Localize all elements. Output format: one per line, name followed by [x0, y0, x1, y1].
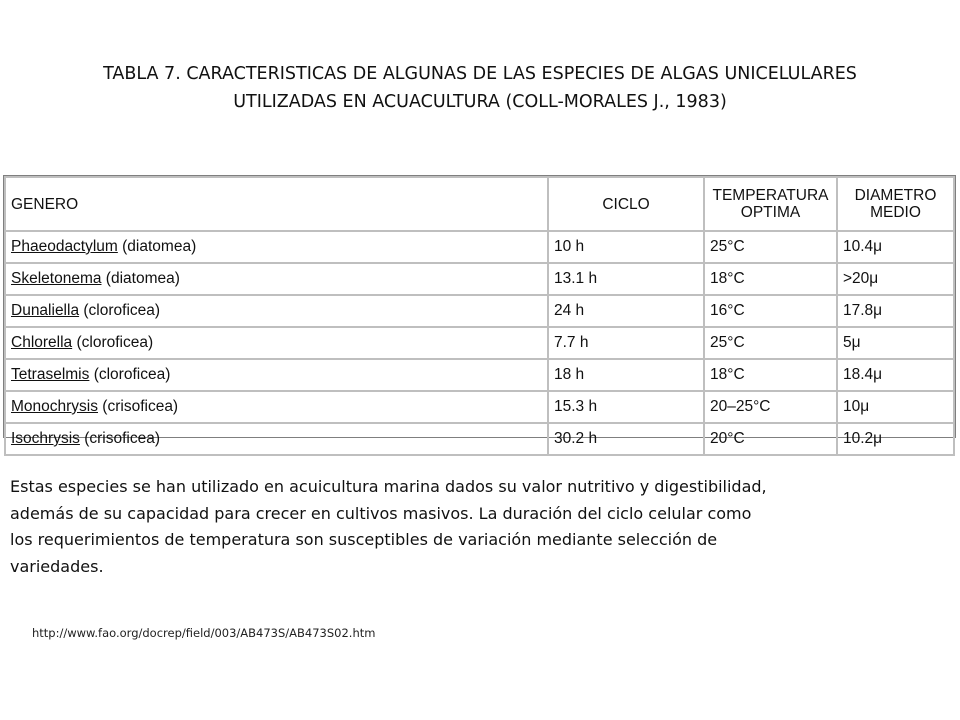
- cell-temperature: 18°C: [704, 359, 837, 391]
- header-cycle: CICLO: [548, 177, 704, 231]
- paragraph-line-2: además de su capacidad para crecer en cultivos masivos. La duración del ciclo celular como: [10, 503, 752, 523]
- genus-group: (crisoficea): [79, 430, 161, 447]
- header-diameter-line-2: MEDIO: [870, 204, 921, 221]
- source-url[interactable]: http://www.fao.org/docrep/field/003/AB473S/AB473S02.htm: [32, 626, 376, 640]
- paragraph-line-3: los requerimientos de temperatura son susceptibles de variación mediante selección de: [10, 530, 718, 549]
- paragraph-line-1: Estas especies se han utilizado en acuicultura marina dados su valor nutritivo y digestibilidad,: [10, 477, 767, 496]
- cell-diameter: >20μ: [837, 263, 954, 295]
- header-temperature-line-2: OPTIMA: [740, 204, 801, 221]
- header-diameter-line-1: DIAMETRO: [854, 187, 937, 204]
- cell-temperature: 20–25°C: [704, 391, 837, 423]
- cell-diameter: 17.8μ: [837, 295, 954, 327]
- table-row: [5, 231, 954, 263]
- cell-genus: [5, 263, 548, 295]
- genus-link[interactable]: Dunaliella: [11, 302, 80, 319]
- cell-genus: [5, 423, 548, 455]
- table-row: [5, 359, 954, 391]
- cell-cycle: 18 h: [548, 359, 704, 391]
- algae-table-container: [3, 175, 956, 447]
- cell-cycle: 24 h: [548, 295, 704, 327]
- genus-link[interactable]: Phaeodactylum: [11, 238, 118, 255]
- table-header-row: [5, 177, 954, 231]
- table-row: [5, 263, 954, 295]
- description-paragraph: [10, 474, 930, 580]
- genus-group: (cloroficea): [72, 334, 154, 351]
- cell-cycle: 7.7 h: [548, 327, 704, 359]
- cell-temperature: 25°C: [704, 327, 837, 359]
- cell-diameter: 10μ: [837, 391, 954, 423]
- cell-cycle: 30.2 h: [548, 423, 704, 455]
- header-temperature: [704, 177, 837, 231]
- header-diameter: [837, 177, 954, 231]
- cell-temperature: 25°C: [704, 231, 837, 263]
- cell-genus: [5, 295, 548, 327]
- table-row: [5, 295, 954, 327]
- title-line-2: UTILIZADAS EN ACUACULTURA (COLL-MORALES J., 1983): [233, 92, 727, 112]
- table-row: [5, 423, 954, 455]
- cell-genus: [5, 327, 548, 359]
- cell-diameter: 10.4μ: [837, 231, 954, 263]
- genus-group: (cloroficea): [89, 366, 171, 383]
- cell-diameter: 10.2μ: [837, 423, 954, 455]
- genus-group: (cloroficea): [79, 302, 161, 319]
- table-row: [5, 391, 954, 423]
- title-line-1: TABLA 7. CARACTERISTICAS DE ALGUNAS DE LAS ESPECIES DE ALGAS UNICELULARES: [103, 64, 857, 84]
- cell-cycle: 15.3 h: [548, 391, 704, 423]
- cell-diameter: 18.4μ: [837, 359, 954, 391]
- genus-link[interactable]: Tetraselmis: [11, 366, 90, 383]
- cell-temperature: 20°C: [704, 423, 837, 455]
- genus-link[interactable]: Chlorella: [11, 334, 73, 351]
- slide-title: [40, 60, 920, 116]
- cell-temperature: 18°C: [704, 263, 837, 295]
- cell-temperature: 16°C: [704, 295, 837, 327]
- cell-genus: [5, 231, 548, 263]
- genus-group: (crisoficea): [98, 398, 179, 415]
- genus-link[interactable]: Isochrysis: [11, 430, 80, 447]
- genus-group: (diatomea): [117, 238, 197, 255]
- header-temperature-line-1: TEMPERATURA: [712, 187, 829, 204]
- paragraph-line-4: variedades.: [10, 556, 104, 576]
- cell-genus: [5, 359, 548, 391]
- cell-diameter: 5μ: [837, 327, 954, 359]
- algae-characteristics-table: [4, 176, 955, 456]
- genus-link[interactable]: Monochrysis: [11, 398, 98, 415]
- table-row: [5, 327, 954, 359]
- genus-link[interactable]: Skeletonema: [11, 270, 102, 287]
- cell-cycle: 13.1 h: [548, 263, 704, 295]
- genus-group: (diatomea): [101, 270, 180, 287]
- header-genus: GENERO: [5, 177, 548, 231]
- cell-cycle: 10 h: [548, 231, 704, 263]
- cell-genus: [5, 391, 548, 423]
